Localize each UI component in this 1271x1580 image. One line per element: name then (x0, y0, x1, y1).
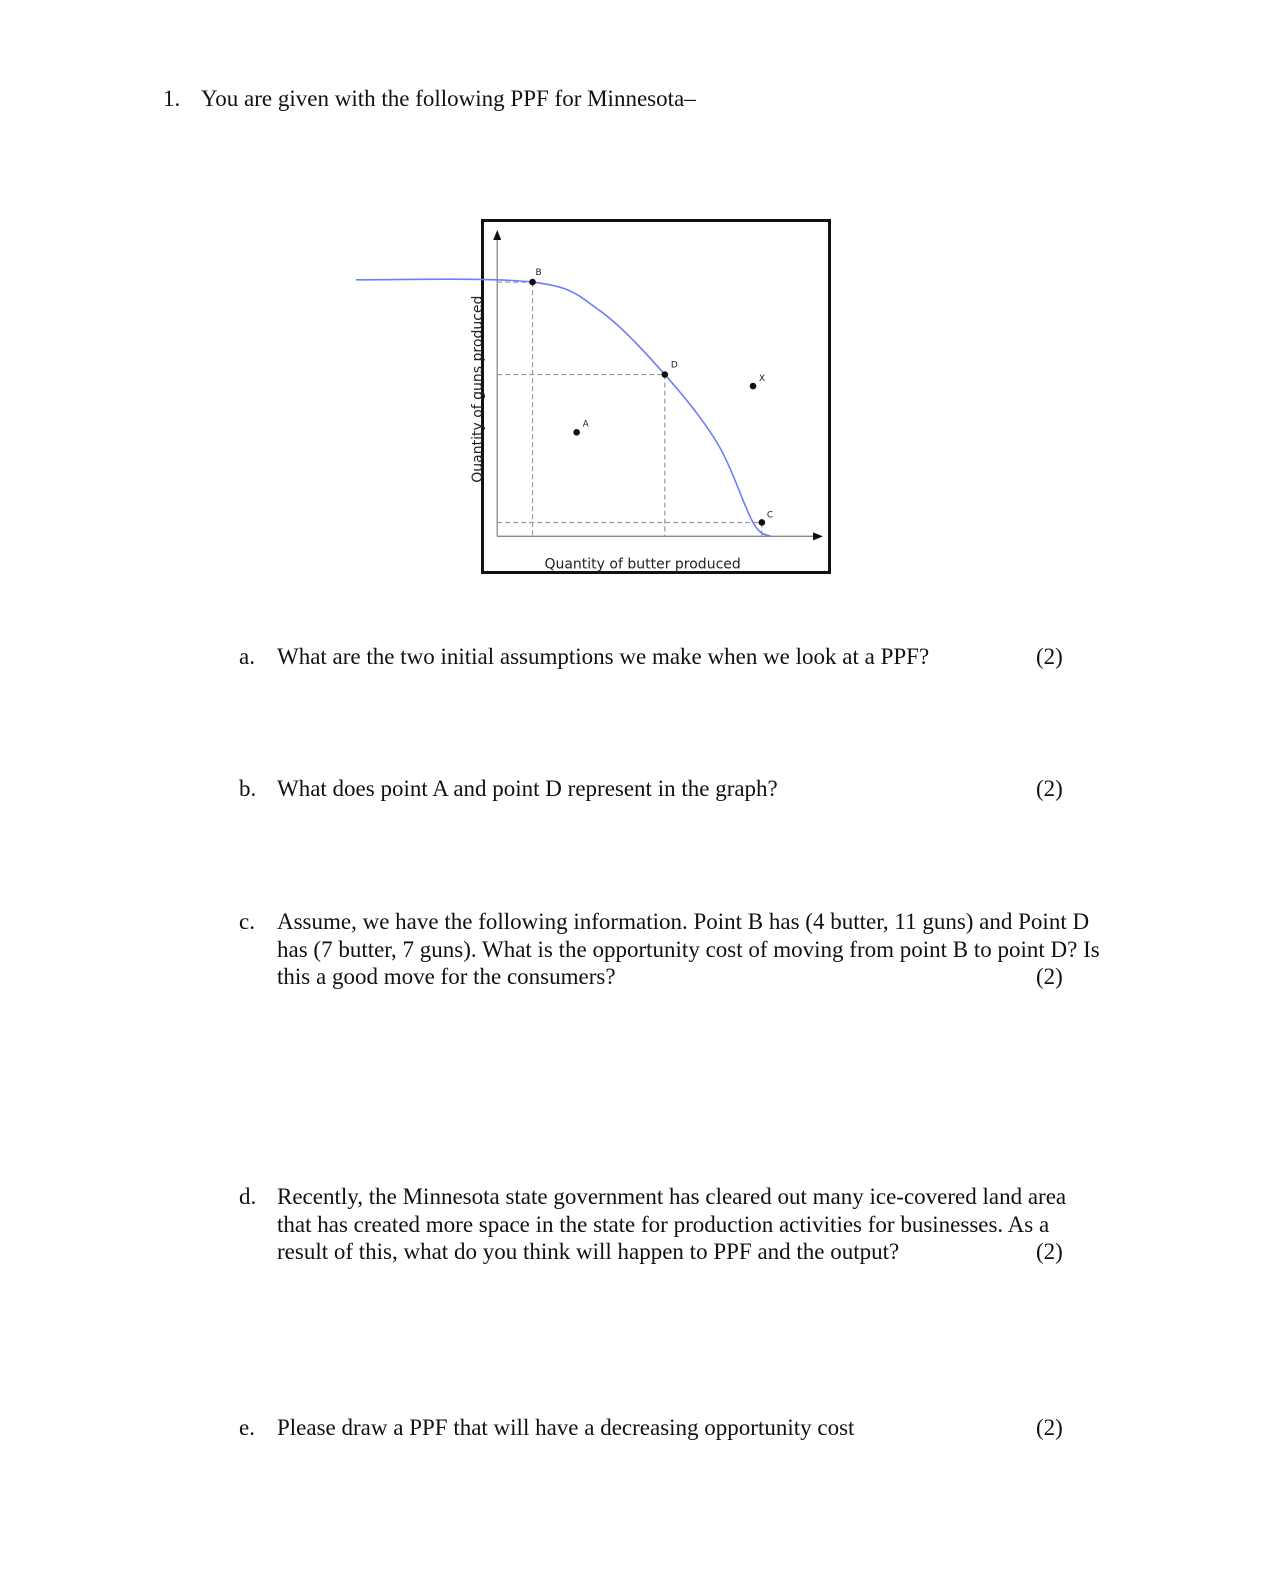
subquestion-line: has (7 butter, 7 guns). What is the opportunity cost of moving from point B to point D? Is (277, 936, 1100, 962)
ppf-chart (470, 222, 828, 573)
subquestion-text (277, 1414, 1117, 1442)
subquestion-line: What does point A and point D represent in the graph? (277, 776, 778, 801)
subquestion-text (277, 775, 1117, 803)
subquestion-marks: (2) (1036, 644, 1063, 669)
subquestion-line: Please draw a PPF that will have a decreasing opportunity cost (277, 1415, 855, 1440)
subquestion-line: Recently, the Minnesota state government has cleared out many ice-covered land area (277, 1184, 1067, 1209)
subquestion-marks: (2) (1036, 1415, 1063, 1440)
point-b (529, 279, 536, 286)
point-a (573, 429, 580, 436)
subquestion-letter: e. (239, 1415, 255, 1440)
point-d (662, 371, 669, 378)
point-c (759, 519, 766, 526)
x-axis-arrow (813, 532, 823, 540)
point-label-d: D (670, 360, 678, 371)
question-number: 1. (163, 86, 181, 111)
subquestion-text (277, 908, 1117, 991)
subquestion-letter: d. (239, 1184, 257, 1209)
point-label-a: A (582, 419, 589, 430)
subquestion-line: Assume, we have the following information. Point B has (4 butter, 11 guns) and Point D (277, 909, 1090, 934)
subquestion-line: result of this, what do you think will happen to PPF and the output? (277, 1239, 900, 1264)
point-x (750, 383, 757, 390)
subquestion-letter: b. (239, 776, 257, 801)
subquestion-marks: (2) (1036, 964, 1063, 989)
subquestion-letter: c. (239, 909, 255, 934)
point-label-x: X (759, 374, 766, 385)
subquestion-marks: (2) (1036, 776, 1063, 801)
subquestion-text (277, 1183, 1117, 1266)
subquestion-letter: a. (239, 644, 255, 669)
question-text: You are given with the following PPF for Minnesota– (201, 86, 696, 111)
y-axis-label: Quantity of guns produced (470, 295, 487, 483)
ppf-curve (356, 279, 774, 536)
subquestion-text (277, 643, 1117, 671)
point-label-c: C (766, 510, 774, 521)
subquestion-line: What are the two initial assumptions we make when we look at a PPF? (277, 644, 930, 669)
y-axis-arrow (493, 230, 501, 240)
subquestion-marks: (2) (1036, 1239, 1063, 1264)
ppf-figure (470, 219, 831, 574)
point-label-b: B (535, 268, 542, 279)
subquestion-line: this a good move for the consumers? (277, 964, 616, 989)
x-axis-label: Quantity of butter produced (544, 556, 741, 573)
subquestion-line: that has created more space in the state for production activities for businesses. As a (277, 1211, 1050, 1237)
